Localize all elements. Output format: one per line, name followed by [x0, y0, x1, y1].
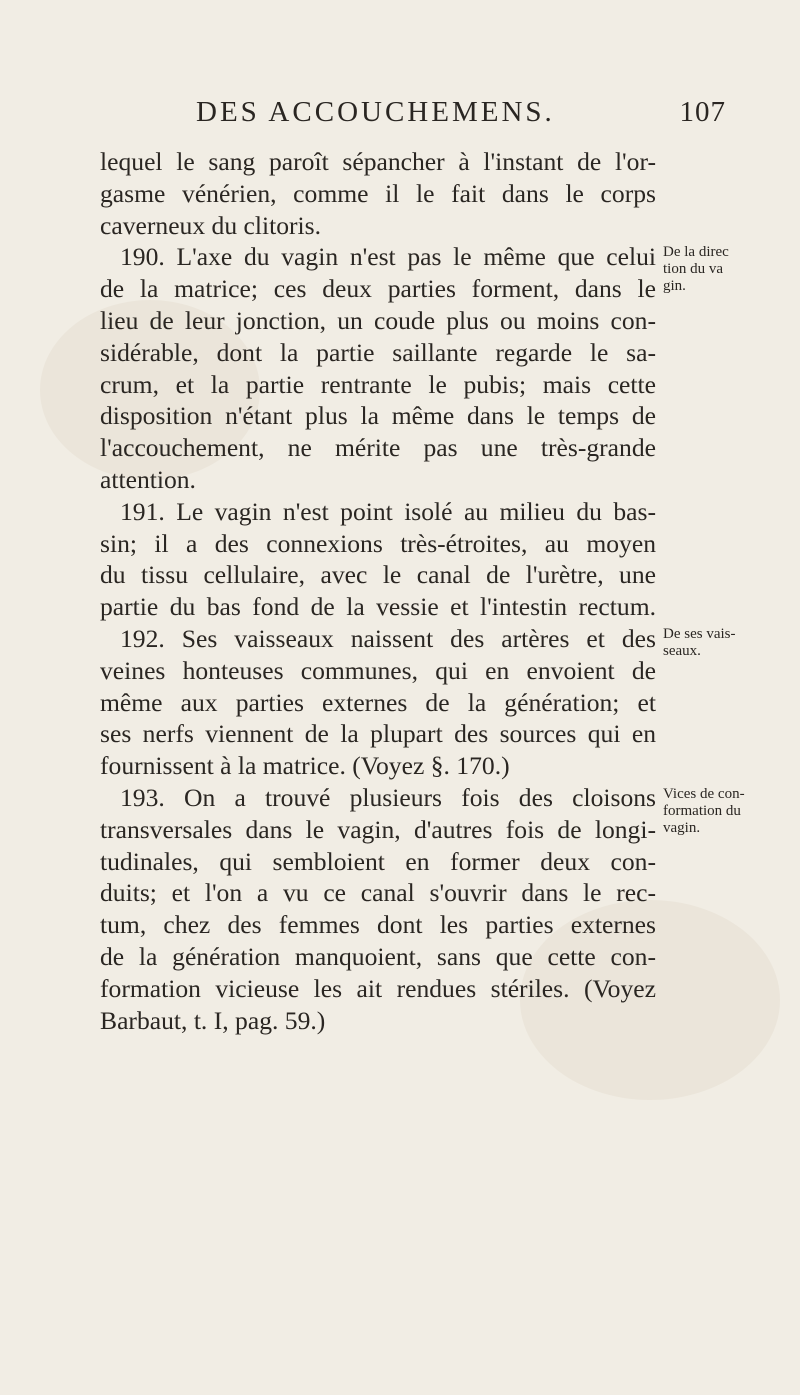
text-line: du tissu cellulaire, avec le canal de l'urètre, une: [100, 560, 656, 590]
text-line: 193. On a trouvé plusieurs fois des cloisons: [120, 782, 656, 812]
text-line: gasme vénérien, comme il le fait dans le corps: [100, 178, 656, 208]
text-line: même aux parties externes de la génération; et: [100, 687, 656, 717]
text-line: lieu de leur jonction, un coude plus ou moins con-: [100, 305, 656, 335]
text-line: veines honteuses communes, qui en envoient de: [100, 655, 656, 685]
text-line: Barbaut, t. I, pag. 59.): [100, 1005, 326, 1035]
margin-note-vessels: De ses vais- seaux.: [663, 626, 736, 659]
text-line: duits; et l'on a vu ce canal s'ouvrir dans le rec-: [100, 878, 656, 908]
text-line: fournissent à la matrice. (Voyez §. 170.): [100, 751, 510, 781]
running-header: [196, 96, 726, 136]
text-line: sin; il a des connexions très-étroites, au moyen: [100, 528, 656, 558]
text-line: caverneux du clitoris.: [100, 210, 322, 240]
body-text: [100, 146, 656, 1036]
page-number: 107: [679, 96, 726, 128]
text-line: ses nerfs viennent de la plupart des sources qui en: [100, 719, 656, 749]
text-line: disposition n'étant plus la même dans le temps de: [100, 401, 656, 431]
margin-note-defects: Vices de con- formation du vagin.: [663, 786, 745, 836]
text-line: de la génération manquoient, sans que cette con-: [100, 941, 656, 971]
text-line: crum, et la partie rentrante le pubis; mais cette: [100, 369, 656, 399]
text-line: formation vicieuse les ait rendues stériles. (Voyez: [100, 973, 656, 1003]
text-line: 191. Le vagin n'est point isolé au milieu du bas-: [120, 496, 656, 526]
text-line: tudinales, qui sembloient en former deux con-: [100, 846, 656, 876]
margin-note-direction: De la direc tion du va gin.: [663, 244, 729, 294]
text-line: sidérable, dont la partie saillante regarde le sa-: [100, 337, 656, 367]
text-line: l'accouchement, ne mérite pas une très-grande: [100, 433, 656, 463]
text-line: tum, chez des femmes dont les parties externes: [100, 910, 656, 940]
text-line: attention.: [100, 464, 196, 494]
text-line: 190. L'axe du vagin n'est pas le même que celui: [120, 242, 656, 272]
text-line: transversales dans le vagin, d'autres fois de longi-: [100, 814, 656, 844]
text-line: de la matrice; ces deux parties forment, dans le: [100, 274, 656, 304]
text-line: lequel le sang paroît sépancher à l'instant de l'or-: [100, 147, 656, 176]
text-line: 192. Ses vaisseaux naissent des artères et des: [120, 623, 656, 653]
text-line: partie du bas fond de la vessie et l'intestin rectum.: [100, 592, 656, 622]
running-title: DES ACCOUCHEMENS.: [196, 96, 555, 128]
